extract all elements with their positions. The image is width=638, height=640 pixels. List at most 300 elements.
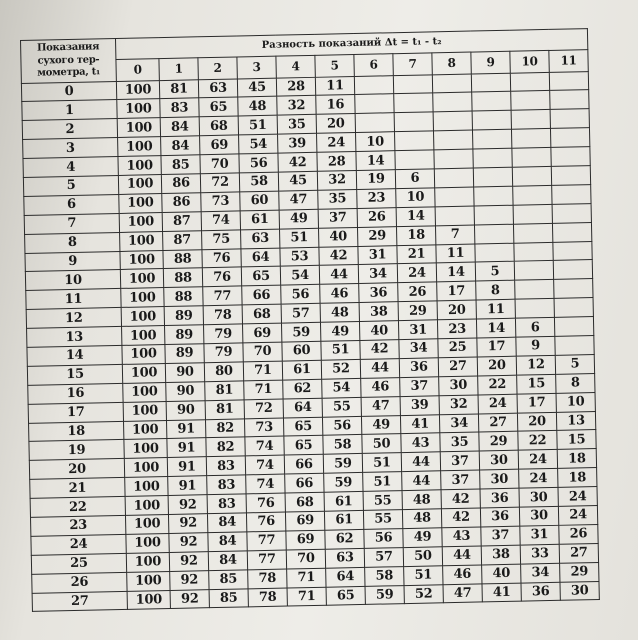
humidity-cell — [514, 261, 553, 281]
humidity-cell: 30 — [479, 450, 518, 470]
humidity-cell: 100 — [120, 269, 163, 289]
humidity-cell: 81 — [205, 400, 244, 420]
row-temperature: 12 — [26, 308, 121, 329]
humidity-cell — [511, 110, 550, 130]
humidity-cell: 35 — [440, 432, 479, 452]
humidity-cell: 64 — [326, 567, 365, 587]
humidity-cell: 76 — [246, 493, 285, 513]
humidity-cell: 42 — [278, 152, 317, 172]
humidity-cell: 11 — [315, 76, 354, 96]
humidity-cell: 90 — [166, 400, 205, 420]
humidity-cell: 100 — [126, 552, 169, 572]
humidity-cell — [552, 203, 591, 223]
humidity-cell: 92 — [169, 533, 208, 553]
humidity-cell: 83 — [160, 98, 199, 118]
humidity-cell: 10 — [356, 132, 395, 152]
humidity-cell: 100 — [123, 401, 166, 421]
humidity-cell: 46 — [320, 284, 359, 304]
humidity-cell — [394, 93, 433, 113]
humidity-cell: 82 — [206, 437, 245, 457]
humidity-cell: 59 — [324, 473, 363, 493]
humidity-cell: 44 — [360, 358, 399, 378]
humidity-cell: 51 — [238, 115, 277, 135]
humidity-cell: 79 — [204, 324, 243, 344]
row-temperature: 4 — [23, 157, 118, 178]
humidity-cell: 82 — [205, 418, 244, 438]
humidity-cell: 61 — [324, 492, 363, 512]
humidity-cell: 5 — [555, 354, 594, 374]
humidity-cell: 59 — [323, 454, 362, 474]
humidity-cell — [474, 205, 513, 225]
humidity-cell — [473, 148, 512, 168]
humidity-cell — [474, 186, 513, 206]
humidity-cell: 47 — [279, 190, 318, 210]
humidity-cell: 84 — [161, 136, 200, 156]
column-header: 0 — [116, 59, 159, 81]
humidity-cell: 44 — [402, 471, 441, 491]
humidity-cell: 78 — [203, 305, 242, 325]
humidity-cell: 54 — [239, 134, 278, 154]
humidity-cell: 100 — [125, 514, 168, 534]
humidity-cell: 58 — [323, 435, 362, 455]
humidity-cell: 15 — [557, 430, 596, 450]
humidity-cell: 36 — [480, 507, 519, 527]
humidity-cell: 20 — [477, 356, 516, 376]
humidity-cell: 90 — [165, 363, 204, 383]
humidity-cell: 100 — [124, 458, 167, 478]
humidity-cell: 57 — [281, 303, 320, 323]
humidity-cell: 78 — [248, 569, 287, 589]
humidity-cell: 42 — [441, 508, 480, 528]
humidity-cell: 39 — [400, 395, 439, 415]
humidity-cell: 92 — [168, 495, 207, 515]
humidity-cell: 29 — [560, 562, 599, 582]
humidity-cell: 79 — [204, 343, 243, 363]
humidity-cell: 38 — [481, 545, 520, 565]
row-temperature: 1 — [22, 100, 117, 121]
humidity-cell: 42 — [360, 340, 399, 360]
column-header: 5 — [315, 55, 354, 77]
humidity-cell: 51 — [321, 340, 360, 360]
humidity-cell: 61 — [324, 510, 363, 530]
humidity-cell: 10 — [396, 188, 435, 208]
humidity-cell — [515, 299, 554, 319]
humidity-cell: 89 — [164, 306, 203, 326]
humidity-cell: 45 — [237, 78, 276, 98]
humidity-cell: 70 — [200, 154, 239, 174]
row-temperature: 5 — [23, 175, 118, 196]
humidity-cell: 36 — [480, 488, 519, 508]
humidity-cell: 50 — [362, 434, 401, 454]
humidity-cell: 44 — [401, 452, 440, 472]
humidity-cell — [552, 222, 591, 242]
humidity-cell: 81 — [205, 381, 244, 401]
psychrometric-table — [20, 28, 600, 612]
humidity-cell: 83 — [207, 475, 246, 495]
humidity-cell: 35 — [318, 189, 357, 209]
humidity-cell: 28 — [276, 77, 315, 97]
humidity-cell: 48 — [320, 303, 359, 323]
humidity-cell: 100 — [120, 250, 163, 270]
humidity-cell — [511, 91, 550, 111]
humidity-cell: 57 — [364, 547, 403, 567]
humidity-cell: 100 — [120, 231, 163, 251]
humidity-cell — [434, 149, 473, 169]
humidity-cell: 53 — [280, 247, 319, 267]
humidity-cell — [554, 279, 593, 299]
humidity-cell — [552, 184, 591, 204]
humidity-cell — [510, 72, 549, 92]
humidity-cell: 100 — [117, 118, 160, 138]
humidity-cell: 17 — [517, 393, 556, 413]
humidity-cell: 62 — [283, 379, 322, 399]
humidity-cell: 18 — [396, 225, 435, 245]
humidity-cell: 52 — [404, 584, 443, 604]
humidity-cell: 29 — [357, 226, 396, 246]
humidity-cell: 56 — [364, 528, 403, 548]
row-temperature: 6 — [24, 194, 119, 215]
humidity-cell: 28 — [317, 152, 356, 172]
dry-thermometer-header: Показания сухого тер-мометра, t₁ — [21, 38, 117, 82]
humidity-cell: 80 — [204, 362, 243, 382]
humidity-cell — [472, 129, 511, 149]
humidity-cell: 5 — [475, 262, 514, 282]
humidity-cell: 40 — [359, 321, 398, 341]
humidity-cell: 37 — [318, 208, 357, 228]
humidity-cell: 14 — [476, 318, 515, 338]
humidity-cell: 72 — [244, 399, 283, 419]
humidity-cell: 31 — [358, 245, 397, 265]
row-temperature: 22 — [30, 496, 125, 517]
humidity-cell: 26 — [357, 207, 396, 227]
humidity-cell: 92 — [170, 570, 209, 590]
row-temperature: 26 — [32, 572, 127, 593]
humidity-cell: 51 — [363, 472, 402, 492]
humidity-cell — [395, 150, 434, 170]
humidity-cell — [394, 112, 433, 132]
humidity-cell: 100 — [118, 137, 161, 157]
humidity-cell — [514, 242, 553, 262]
humidity-cell — [550, 109, 589, 129]
humidity-cell: 100 — [125, 477, 168, 497]
humidity-cell: 100 — [121, 307, 164, 327]
humidity-cell: 16 — [316, 95, 355, 115]
humidity-cell: 24 — [317, 133, 356, 153]
humidity-cell: 44 — [442, 546, 481, 566]
humidity-cell — [474, 224, 513, 244]
humidity-cell: 41 — [482, 583, 521, 603]
humidity-cell: 66 — [242, 285, 281, 305]
humidity-cell: 29 — [398, 301, 437, 321]
humidity-cell — [354, 75, 393, 95]
row-temperature: 14 — [27, 345, 122, 366]
humidity-cell: 66 — [285, 473, 324, 493]
humidity-cell: 59 — [365, 585, 404, 605]
humidity-cell — [551, 166, 590, 186]
difference-header: Разность показаний Δt = t₁ - t₂ — [115, 29, 587, 60]
humidity-cell — [515, 280, 554, 300]
humidity-cell: 37 — [440, 451, 479, 471]
humidity-cell: 70 — [286, 549, 325, 569]
row-temperature: 27 — [32, 591, 127, 612]
row-temperature: 13 — [27, 327, 122, 348]
humidity-cell: 26 — [559, 524, 598, 544]
humidity-cell: 100 — [123, 382, 166, 402]
humidity-cell: 100 — [124, 439, 167, 459]
row-temperature: 18 — [29, 421, 124, 442]
humidity-cell: 21 — [397, 244, 436, 264]
humidity-cell: 24 — [519, 469, 558, 489]
humidity-cell: 100 — [121, 288, 164, 308]
humidity-cell: 34 — [399, 339, 438, 359]
humidity-cell: 61 — [282, 360, 321, 380]
humidity-cell: 18 — [558, 468, 597, 488]
humidity-cell: 100 — [127, 571, 170, 591]
humidity-cell — [355, 113, 394, 133]
humidity-cell: 39 — [278, 133, 317, 153]
row-temperature: 25 — [31, 553, 126, 574]
humidity-cell: 68 — [242, 304, 281, 324]
humidity-cell: 37 — [441, 470, 480, 490]
humidity-cell: 24 — [518, 450, 557, 470]
humidity-cell — [551, 147, 590, 167]
humidity-cell — [511, 129, 550, 149]
humidity-cell: 36 — [359, 283, 398, 303]
humidity-cell: 59 — [281, 322, 320, 342]
humidity-cell: 65 — [241, 267, 280, 287]
column-header: 4 — [276, 56, 315, 78]
humidity-cell: 70 — [243, 342, 282, 362]
humidity-cell: 75 — [202, 230, 241, 250]
humidity-cell: 100 — [118, 175, 161, 195]
humidity-cell: 72 — [200, 173, 239, 193]
humidity-cell — [434, 168, 473, 188]
humidity-cell: 43 — [442, 527, 481, 547]
column-header: 3 — [237, 56, 276, 78]
humidity-cell: 77 — [247, 531, 286, 551]
humidity-cell — [550, 90, 589, 110]
humidity-cell: 24 — [558, 487, 597, 507]
humidity-cell: 18 — [557, 449, 596, 469]
humidity-cell: 100 — [116, 80, 159, 100]
humidity-cell: 86 — [161, 174, 200, 194]
humidity-cell: 10 — [556, 392, 595, 412]
humidity-cell — [355, 94, 394, 114]
humidity-cell — [472, 111, 511, 131]
humidity-cell — [393, 74, 432, 94]
humidity-cell: 24 — [478, 394, 517, 414]
humidity-cell: 68 — [285, 492, 324, 512]
humidity-cell: 83 — [206, 456, 245, 476]
humidity-cell: 64 — [241, 248, 280, 268]
humidity-cell: 27 — [438, 357, 477, 377]
humidity-cell: 89 — [165, 344, 204, 364]
humidity-cell: 83 — [207, 494, 246, 514]
humidity-cell: 41 — [400, 414, 439, 434]
humidity-cell: 85 — [209, 588, 248, 608]
column-header: 11 — [549, 50, 588, 72]
humidity-cell: 49 — [361, 415, 400, 435]
row-temperature: 10 — [25, 270, 120, 291]
humidity-cell: 64 — [283, 398, 322, 418]
humidity-cell: 51 — [362, 453, 401, 473]
humidity-cell: 9 — [516, 336, 555, 356]
humidity-cell: 88 — [164, 287, 203, 307]
humidity-cell: 84 — [208, 532, 247, 552]
humidity-cell: 65 — [326, 586, 365, 606]
humidity-cell: 12 — [516, 355, 555, 375]
humidity-cell: 47 — [361, 396, 400, 416]
humidity-cell — [549, 71, 588, 91]
humidity-cell: 37 — [481, 526, 520, 546]
humidity-cell: 51 — [280, 228, 319, 248]
humidity-cell: 49 — [320, 322, 359, 342]
humidity-cell: 91 — [167, 457, 206, 477]
humidity-cell: 46 — [443, 565, 482, 585]
humidity-cell: 65 — [284, 436, 323, 456]
humidity-cell: 46 — [361, 377, 400, 397]
humidity-cell: 14 — [396, 207, 435, 227]
humidity-cell: 56 — [322, 416, 361, 436]
humidity-cell: 63 — [198, 78, 237, 98]
humidity-cell — [471, 73, 510, 93]
humidity-cell — [555, 336, 594, 356]
humidity-cell: 100 — [117, 99, 160, 119]
humidity-cell — [513, 204, 552, 224]
humidity-cell: 30 — [480, 469, 519, 489]
row-temperature: 17 — [28, 402, 123, 423]
humidity-cell: 38 — [359, 302, 398, 322]
humidity-cell: 17 — [437, 281, 476, 301]
column-header: 6 — [354, 54, 393, 76]
humidity-cell — [395, 131, 434, 151]
humidity-cell: 23 — [437, 319, 476, 339]
humidity-cell: 69 — [242, 323, 281, 343]
humidity-cell: 14 — [356, 151, 395, 171]
humidity-cell: 89 — [165, 325, 204, 345]
humidity-cell: 55 — [363, 491, 402, 511]
humidity-cell: 58 — [239, 172, 278, 192]
column-header: 1 — [159, 58, 198, 80]
row-temperature: 19 — [29, 440, 124, 461]
humidity-cell: 100 — [119, 212, 162, 232]
humidity-cell: 51 — [404, 565, 443, 585]
humidity-cell: 55 — [322, 397, 361, 417]
humidity-cell: 34 — [521, 563, 560, 583]
row-temperature: 9 — [25, 251, 120, 272]
humidity-cell: 44 — [319, 265, 358, 285]
column-header: 10 — [510, 51, 549, 73]
humidity-cell: 88 — [163, 268, 202, 288]
humidity-cell: 14 — [436, 262, 475, 282]
humidity-cell — [513, 185, 552, 205]
row-temperature: 23 — [30, 515, 125, 536]
humidity-cell: 90 — [166, 381, 205, 401]
humidity-cell: 65 — [283, 417, 322, 437]
humidity-cell: 40 — [319, 227, 358, 247]
humidity-cell: 100 — [122, 326, 165, 346]
humidity-cell: 52 — [321, 359, 360, 379]
humidity-cell: 56 — [281, 285, 320, 305]
humidity-cell — [550, 128, 589, 148]
humidity-cell: 91 — [168, 476, 207, 496]
humidity-cell: 50 — [403, 547, 442, 567]
humidity-cell: 32 — [277, 96, 316, 116]
humidity-cell: 37 — [400, 377, 439, 397]
humidity-cell — [512, 147, 551, 167]
humidity-cell: 48 — [402, 490, 441, 510]
humidity-cell: 62 — [325, 529, 364, 549]
humidity-cell — [553, 241, 592, 261]
humidity-cell: 60 — [240, 191, 279, 211]
column-header: 8 — [432, 52, 471, 74]
humidity-cell: 63 — [325, 548, 364, 568]
humidity-cell: 43 — [401, 433, 440, 453]
humidity-cell: 54 — [280, 266, 319, 286]
humidity-cell: 58 — [365, 566, 404, 586]
humidity-cell: 31 — [520, 525, 559, 545]
humidity-cell — [435, 187, 474, 207]
row-temperature: 7 — [24, 213, 119, 234]
row-temperature: 8 — [25, 232, 120, 253]
humidity-cell: 100 — [122, 363, 165, 383]
humidity-cell — [432, 74, 471, 94]
row-temperature: 3 — [23, 138, 118, 159]
humidity-cell: 87 — [163, 230, 202, 250]
humidity-cell: 71 — [244, 380, 283, 400]
humidity-cell: 74 — [246, 474, 285, 494]
humidity-cell: 25 — [438, 338, 477, 358]
humidity-cell: 55 — [363, 510, 402, 530]
humidity-cell — [473, 167, 512, 187]
humidity-cell: 42 — [319, 246, 358, 266]
humidity-cell: 66 — [284, 455, 323, 475]
humidity-cell: 92 — [170, 589, 209, 609]
humidity-cell: 85 — [209, 570, 248, 590]
humidity-cell: 30 — [439, 376, 478, 396]
humidity-cell: 19 — [356, 170, 395, 190]
humidity-cell: 69 — [200, 135, 239, 155]
humidity-cell: 74 — [245, 455, 284, 475]
humidity-cell: 35 — [277, 115, 316, 135]
humidity-cell — [554, 298, 593, 318]
humidity-cell: 74 — [201, 211, 240, 231]
humidity-cell — [512, 166, 551, 186]
humidity-cell: 24 — [558, 505, 597, 525]
humidity-cell: 100 — [126, 533, 169, 553]
humidity-cell: 6 — [515, 317, 554, 337]
humidity-cell: 100 — [119, 193, 162, 213]
humidity-cell — [435, 206, 474, 226]
humidity-cell: 45 — [278, 171, 317, 191]
humidity-cell: 13 — [556, 411, 595, 431]
humidity-cell: 47 — [443, 583, 482, 603]
humidity-cell: 73 — [201, 192, 240, 212]
humidity-cell: 31 — [398, 320, 437, 340]
humidity-cell: 8 — [476, 280, 515, 300]
row-temperature: 16 — [28, 383, 123, 404]
humidity-cell: 60 — [282, 341, 321, 361]
humidity-cell: 100 — [122, 345, 165, 365]
humidity-cell: 27 — [478, 413, 517, 433]
humidity-cell: 36 — [521, 582, 560, 602]
humidity-cell: 63 — [241, 229, 280, 249]
humidity-cell: 56 — [239, 153, 278, 173]
humidity-cell: 91 — [167, 438, 206, 458]
humidity-cell: 69 — [285, 511, 324, 531]
humidity-cell: 15 — [517, 374, 556, 394]
humidity-cell: 84 — [160, 117, 199, 137]
